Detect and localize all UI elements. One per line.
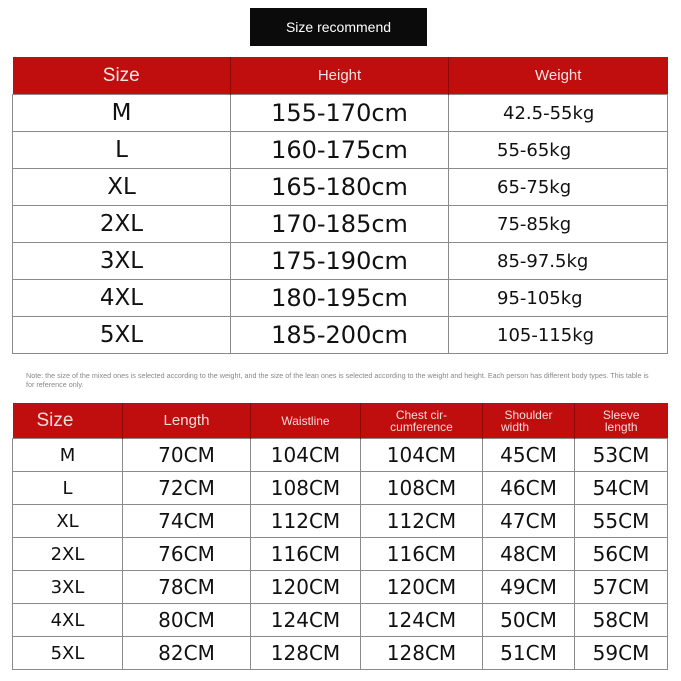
shoulder-cell: 49CM — [483, 571, 575, 604]
table-row — [13, 206, 668, 243]
length-cell: 80CM — [123, 604, 251, 637]
length-cell: 74CM — [123, 505, 251, 538]
chest-column-header — [361, 403, 483, 439]
chest-header-line-2: cumference — [390, 419, 453, 434]
height-cell: 155-170cm — [231, 95, 449, 132]
size-cell: 5XL — [13, 637, 123, 670]
table-row — [13, 439, 668, 472]
shoulder-column-header — [483, 403, 575, 439]
height-cell: 165-180cm — [231, 169, 449, 206]
weight-column-header: Weight — [449, 57, 668, 95]
length-column-header: Length — [123, 403, 251, 439]
table-row — [13, 505, 668, 538]
chest-cell: 120CM — [361, 571, 483, 604]
table-row — [13, 604, 668, 637]
waistline-cell: 108CM — [251, 472, 361, 505]
table-row — [13, 169, 668, 206]
size-cell: XL — [13, 169, 231, 206]
weight-cell: 65-75kg — [449, 169, 668, 206]
size-recommend-badge: Size recommend — [250, 8, 427, 46]
height-cell: 170-185cm — [231, 206, 449, 243]
waistline-cell: 112CM — [251, 505, 361, 538]
sleeve-cell: 59CM — [575, 637, 668, 670]
length-cell: 78CM — [123, 571, 251, 604]
reference-note: Note: the size of the mixed ones is selected according to the weight, and the size of the lean ones is selected according to the weight and height. Each person has different body types. This table is for reference only. — [26, 371, 649, 389]
sleeve-header-line-1: Sleeve — [602, 407, 640, 422]
sleeve-cell: 58CM — [575, 604, 668, 637]
weight-cell: 85-97.5kg — [449, 243, 668, 280]
table-row — [13, 637, 668, 670]
table-row — [13, 280, 668, 317]
height-column-header: Height — [231, 57, 449, 95]
table-header-row — [13, 403, 668, 439]
weight-cell: 42.5-55kg — [449, 95, 668, 132]
chest-header-line-1: Chest cir- — [395, 407, 448, 422]
height-cell: 175-190cm — [231, 243, 449, 280]
weight-cell: 75-85kg — [449, 206, 668, 243]
height-cell: 185-200cm — [231, 317, 449, 354]
shoulder-header-line-1: Shoulder — [504, 407, 553, 422]
table-row — [13, 317, 668, 354]
size-cell: M — [13, 439, 123, 472]
table-header-row — [13, 57, 668, 95]
shoulder-cell: 47CM — [483, 505, 575, 538]
size-cell: 4XL — [13, 604, 123, 637]
chest-cell: 128CM — [361, 637, 483, 670]
shoulder-cell: 50CM — [483, 604, 575, 637]
waistline-cell: 128CM — [251, 637, 361, 670]
size-cell: L — [13, 132, 231, 169]
chest-cell: 124CM — [361, 604, 483, 637]
length-cell: 70CM — [123, 439, 251, 472]
length-cell: 72CM — [123, 472, 251, 505]
sleeve-cell: 56CM — [575, 538, 668, 571]
shoulder-cell: 51CM — [483, 637, 575, 670]
size-cell: 3XL — [13, 243, 231, 280]
size-cell: 5XL — [13, 317, 231, 354]
shoulder-cell: 46CM — [483, 472, 575, 505]
shoulder-header-line-2: width — [501, 419, 530, 434]
waistline-cell: 124CM — [251, 604, 361, 637]
chest-cell: 104CM — [361, 439, 483, 472]
size-column-header: Size — [13, 403, 123, 439]
waistline-cell: 104CM — [251, 439, 361, 472]
size-cell: 2XL — [13, 538, 123, 571]
weight-cell: 55-65kg — [449, 132, 668, 169]
table-row — [13, 571, 668, 604]
table-row — [13, 132, 668, 169]
shoulder-cell: 45CM — [483, 439, 575, 472]
sleeve-cell: 55CM — [575, 505, 668, 538]
sleeve-cell: 57CM — [575, 571, 668, 604]
sleeve-cell: 54CM — [575, 472, 668, 505]
table-row — [13, 538, 668, 571]
height-cell: 160-175cm — [231, 132, 449, 169]
waistline-cell: 116CM — [251, 538, 361, 571]
size-cell: L — [13, 472, 123, 505]
table-row — [13, 95, 668, 132]
size-cell: XL — [13, 505, 123, 538]
chest-cell: 116CM — [361, 538, 483, 571]
shoulder-cell: 48CM — [483, 538, 575, 571]
height-cell: 180-195cm — [231, 280, 449, 317]
size-cell: 2XL — [13, 206, 231, 243]
table-row — [13, 472, 668, 505]
size-recommend-table — [12, 57, 668, 354]
waistline-column-header: Waistline — [251, 403, 361, 439]
sleeve-header-line-2: length — [604, 419, 638, 434]
size-cell: M — [13, 95, 231, 132]
waistline-cell: 120CM — [251, 571, 361, 604]
sleeve-cell: 53CM — [575, 439, 668, 472]
sleeve-column-header — [575, 403, 668, 439]
chest-cell: 108CM — [361, 472, 483, 505]
length-cell: 82CM — [123, 637, 251, 670]
table-row — [13, 243, 668, 280]
weight-cell: 105-115kg — [449, 317, 668, 354]
size-column-header: Size — [13, 57, 231, 95]
garment-measurement-table — [12, 403, 668, 670]
size-cell: 3XL — [13, 571, 123, 604]
length-cell: 76CM — [123, 538, 251, 571]
size-cell: 4XL — [13, 280, 231, 317]
weight-cell: 95-105kg — [449, 280, 668, 317]
chest-cell: 112CM — [361, 505, 483, 538]
